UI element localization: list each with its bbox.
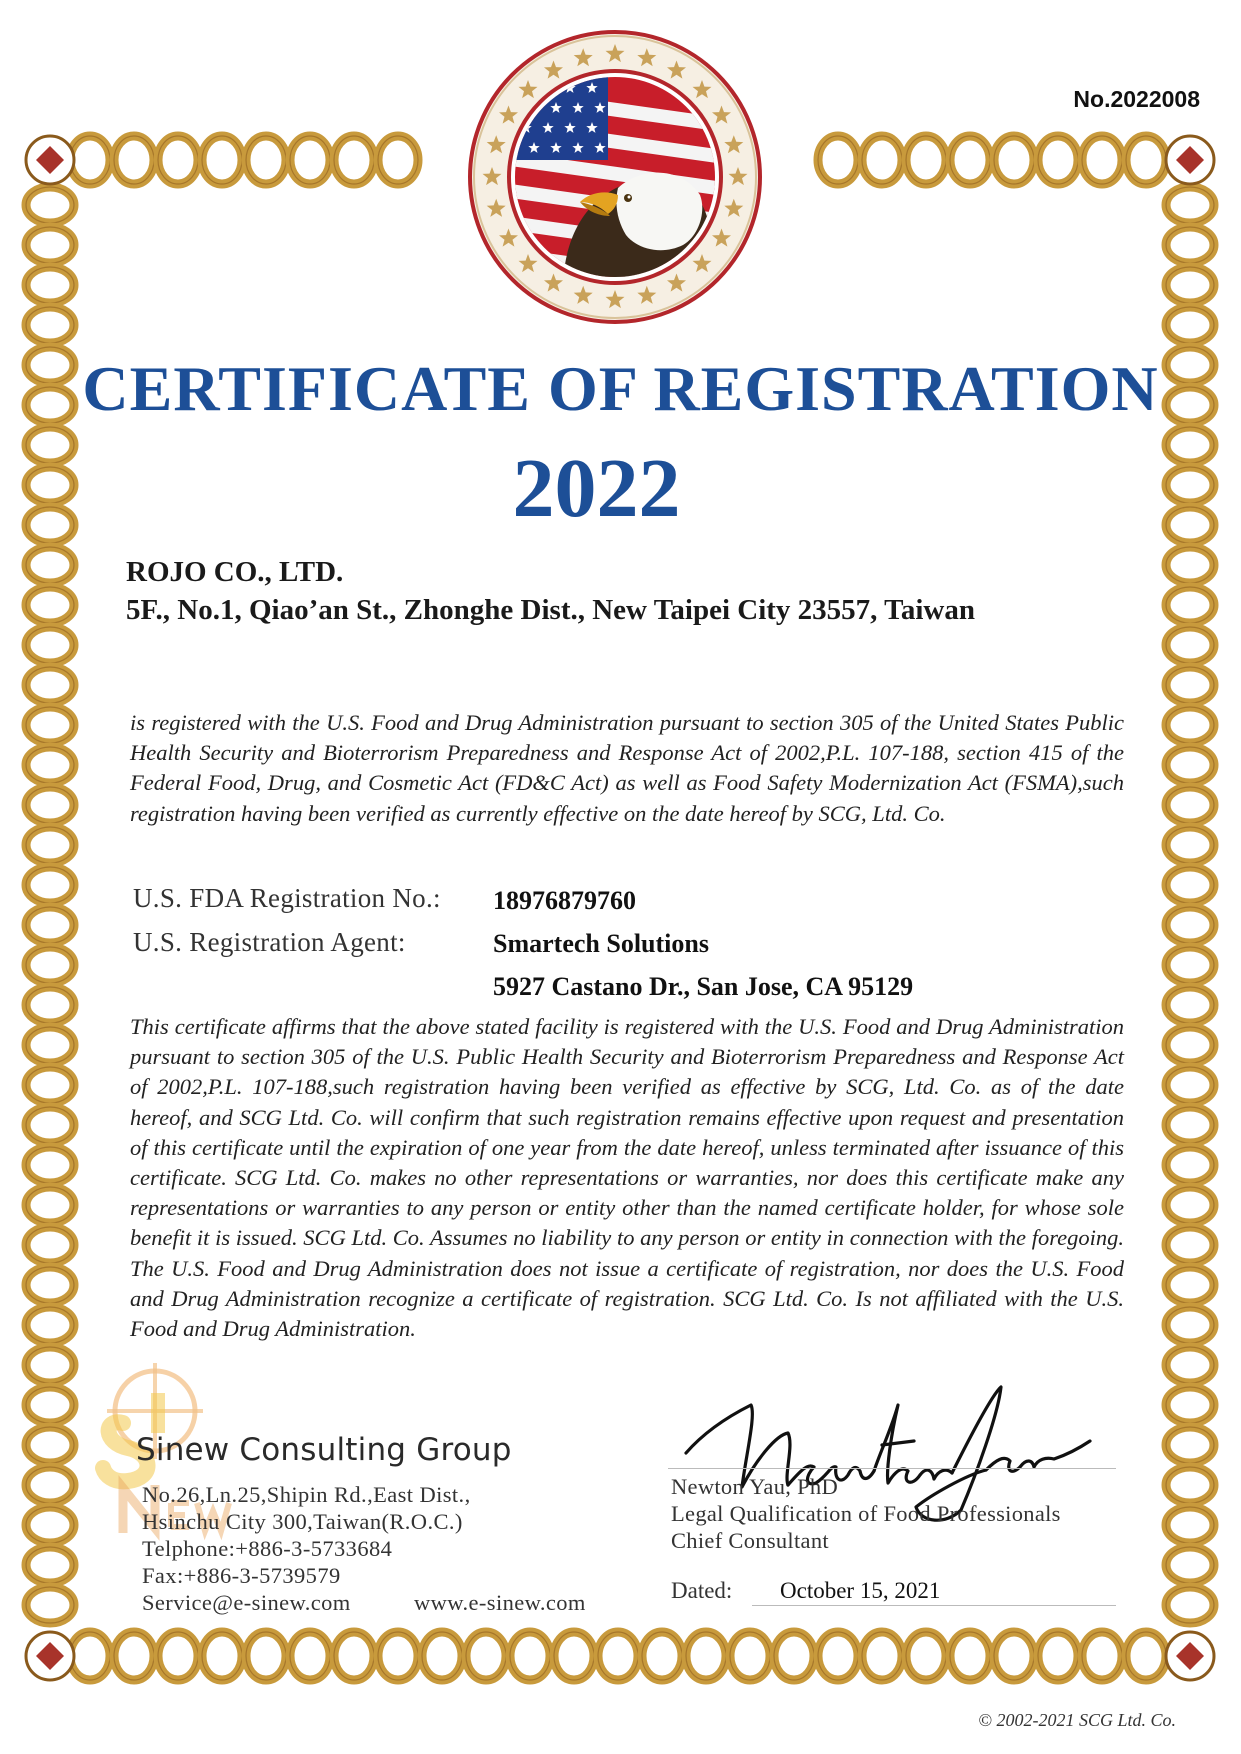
border-ring — [26, 1267, 74, 1303]
corner-ornament — [1166, 1632, 1214, 1680]
border-ring — [1166, 1427, 1214, 1463]
border-ring — [26, 1347, 74, 1383]
border-ring — [334, 1632, 374, 1680]
border-ring — [378, 1632, 418, 1680]
border-ring — [1166, 1587, 1214, 1623]
border-ring — [1166, 707, 1214, 743]
border-ring — [26, 227, 74, 263]
border-ring — [26, 1147, 74, 1183]
border-ring — [730, 1632, 770, 1680]
border-ring — [1166, 307, 1214, 343]
border-ring — [26, 1507, 74, 1543]
border-ring — [1082, 136, 1122, 184]
certificate-number: No.2022008 — [1073, 86, 1200, 112]
border-ring — [1166, 1107, 1214, 1143]
border-ring — [1166, 1147, 1214, 1183]
border-ring — [1166, 827, 1214, 863]
border-ring — [158, 136, 198, 184]
fda-registration-label: U.S. FDA Registration No.: — [133, 883, 441, 913]
border-ring — [26, 467, 74, 503]
border-ring — [1166, 1507, 1214, 1543]
border-ring — [114, 1632, 154, 1680]
border-ring — [1166, 187, 1214, 223]
date-line — [752, 1605, 1116, 1606]
border-ring — [26, 427, 74, 463]
registration-agent-address: 5927 Castano Dr., San Jose, CA 95129 — [493, 972, 914, 1001]
border-ring — [862, 136, 902, 184]
border-ring — [26, 947, 74, 983]
border-ring — [26, 1547, 74, 1583]
border-ring — [1166, 1187, 1214, 1223]
signature-line — [668, 1468, 1116, 1469]
border-ring — [26, 267, 74, 303]
border-ring — [70, 136, 110, 184]
border-ring — [26, 1107, 74, 1143]
border-ring — [114, 136, 154, 184]
signatory-name: Newton Yau, PhD — [671, 1474, 839, 1499]
border-ring — [1166, 1347, 1214, 1383]
disclaimer-statement: This certificate affirms that the above stated facility is registered with the U.S. Food and Drug Administration pursuant to section 305 of the U.S. Public Health Security and Bioterrorism Preparedness and Response Act of 2002,P.L. 107-188,such registration having been verified as effective by SCG, Ltd. Co. as of the date hereof, and SCG Ltd. Co. will confirm that such registration remains effective upon request and presentation of this certificate until the expiration of one year from the date hereof, unless terminated after issuance of this certificate. SCG Ltd. Co. makes no other representations or warranties, nor does this certificate make any representations or warranties to any person or entity other than the named certificate holder, for whose sole benefit it is issued. SCG Ltd. Co. Assumes no liability to any person or entity in connection with the foregoing. The U.S. Food and Drug Administration does not issue a certificate of registration, nor does the U.S. Food and Drug Administration recognize a certificate of registration. SCG Ltd. Co. Is not affiliated with the U.S. Food and Drug Administration. — [130, 1014, 1124, 1342]
certificate-year: 2022 — [512, 442, 681, 535]
border-ring — [26, 1027, 74, 1063]
border-ring — [26, 827, 74, 863]
consultant-website: www.e-sinew.com — [414, 1590, 586, 1615]
border-ring — [1166, 987, 1214, 1023]
border-ring — [554, 1632, 594, 1680]
border-ring — [950, 1632, 990, 1680]
corner-ornament — [1166, 136, 1214, 184]
border-ring — [1126, 136, 1166, 184]
copyright-notice: © 2002-2021 SCG Ltd. Co. — [978, 1710, 1176, 1730]
border-ring — [1166, 1547, 1214, 1583]
border-ring — [26, 587, 74, 623]
consultant-fax: Fax:+886-3-5739579 — [142, 1563, 341, 1588]
border-ring — [1166, 1067, 1214, 1103]
border-ring — [906, 1632, 946, 1680]
border-ring — [26, 627, 74, 663]
registrant-company: ROJO CO., LTD. — [126, 556, 344, 588]
border-ring — [1082, 1632, 1122, 1680]
border-ring — [598, 1632, 638, 1680]
border-ring — [26, 1427, 74, 1463]
border-ring — [26, 1467, 74, 1503]
eagle-flag-seal — [468, 30, 762, 324]
consultant-address-line1: No.26,Ln.25,Shipin Rd.,East Dist., — [142, 1482, 471, 1507]
border-ring — [70, 1632, 110, 1680]
border-ring — [906, 136, 946, 184]
border-ring — [1166, 1307, 1214, 1343]
border-ring — [994, 1632, 1034, 1680]
border-ring — [202, 1632, 242, 1680]
border-ring — [422, 1632, 462, 1680]
border-ring — [510, 1632, 550, 1680]
consultant-email: Service@e-sinew.com — [142, 1590, 351, 1615]
border-ring — [1166, 347, 1214, 383]
border-ring — [1166, 1467, 1214, 1503]
border-ring — [26, 307, 74, 343]
border-ring — [26, 1307, 74, 1343]
border-ring — [26, 707, 74, 743]
border-ring — [1166, 627, 1214, 663]
border-ring — [26, 1587, 74, 1623]
border-ring — [774, 1632, 814, 1680]
border-ring — [1166, 387, 1214, 423]
consultant-name: Sinew Consulting Group — [136, 1432, 512, 1468]
border-ring — [1166, 867, 1214, 903]
border-ring — [1166, 747, 1214, 783]
certificate-title: CERTIFICATE OF REGISTRATION — [82, 353, 1159, 424]
border-ring — [1166, 947, 1214, 983]
border-ring — [950, 136, 990, 184]
border-ring — [1166, 427, 1214, 463]
fda-registration-number: 18976879760 — [493, 886, 636, 915]
border-ring — [994, 136, 1034, 184]
border-ring — [1166, 547, 1214, 583]
border-ring — [1038, 136, 1078, 184]
border-ring — [26, 787, 74, 823]
border-ring — [26, 547, 74, 583]
dated-value: October 15, 2021 — [780, 1578, 941, 1603]
signatory-qualification: Legal Qualification of Food Professionals — [671, 1501, 1061, 1526]
border-ring — [26, 1067, 74, 1103]
corner-ornament — [26, 1632, 74, 1680]
border-ring — [26, 387, 74, 423]
border-ring — [1166, 1027, 1214, 1063]
border-ring — [26, 907, 74, 943]
registrant-address: 5F., No.1, Qiao’an St., Zhonghe Dist., New Taipei City 23557, Taiwan — [126, 594, 975, 626]
border-ring — [1166, 907, 1214, 943]
border-ring — [1166, 1267, 1214, 1303]
border-ring — [26, 507, 74, 543]
border-ring — [26, 867, 74, 903]
border-ring — [26, 667, 74, 703]
border-ring — [202, 136, 242, 184]
registration-statement: is registered with the U.S. Food and Drug Administration pursuant to section 305 of the United States Public Health Security and Bioterrorism Preparedness and Response Act of 2002,P.L. 107-188, section 415 of the Federal Food, Drug, and Cosmetic Act (FD&C Act) as well as Food Safety Modernization Act (FSMA),such registration having been verified as currently effective on the date hereof by SCG, Ltd. Co. — [130, 710, 1124, 826]
signatory-role: Chief Consultant — [671, 1528, 829, 1553]
border-ring — [818, 1632, 858, 1680]
border-ring — [1166, 787, 1214, 823]
border-ring — [1166, 1227, 1214, 1263]
border-ring — [26, 1227, 74, 1263]
border-ring — [1166, 587, 1214, 623]
border-ring — [334, 136, 374, 184]
border-ring — [158, 1632, 198, 1680]
border-ring — [246, 1632, 286, 1680]
border-ring — [1126, 1632, 1166, 1680]
border-ring — [818, 136, 858, 184]
border-ring — [1166, 227, 1214, 263]
border-ring — [290, 1632, 330, 1680]
border-ring — [26, 187, 74, 223]
border-ring — [1038, 1632, 1078, 1680]
border-ring — [26, 987, 74, 1023]
border-ring — [246, 136, 286, 184]
border-ring — [1166, 467, 1214, 503]
consultant-address-line2: Hsinchu City 300,Taiwan(R.O.C.) — [142, 1509, 463, 1534]
border-ring — [26, 747, 74, 783]
border-ring — [290, 136, 330, 184]
consultant-telephone: Telphone:+886-3-5733684 — [142, 1536, 393, 1561]
border-ring — [642, 1632, 682, 1680]
border-ring — [1166, 507, 1214, 543]
border-ring — [686, 1632, 726, 1680]
border-ring — [862, 1632, 902, 1680]
registration-agent-name: Smartech Solutions — [493, 929, 709, 958]
border-ring — [26, 347, 74, 383]
border-ring — [1166, 267, 1214, 303]
border-ring — [1166, 667, 1214, 703]
border-ring — [1166, 1387, 1214, 1423]
border-ring — [26, 1187, 74, 1223]
border-ring — [26, 1387, 74, 1423]
corner-ornament — [26, 136, 74, 184]
border-ring — [378, 136, 418, 184]
dated-label: Dated: — [671, 1578, 733, 1603]
registration-agent-label: U.S. Registration Agent: — [133, 927, 406, 957]
border-ring — [466, 1632, 506, 1680]
